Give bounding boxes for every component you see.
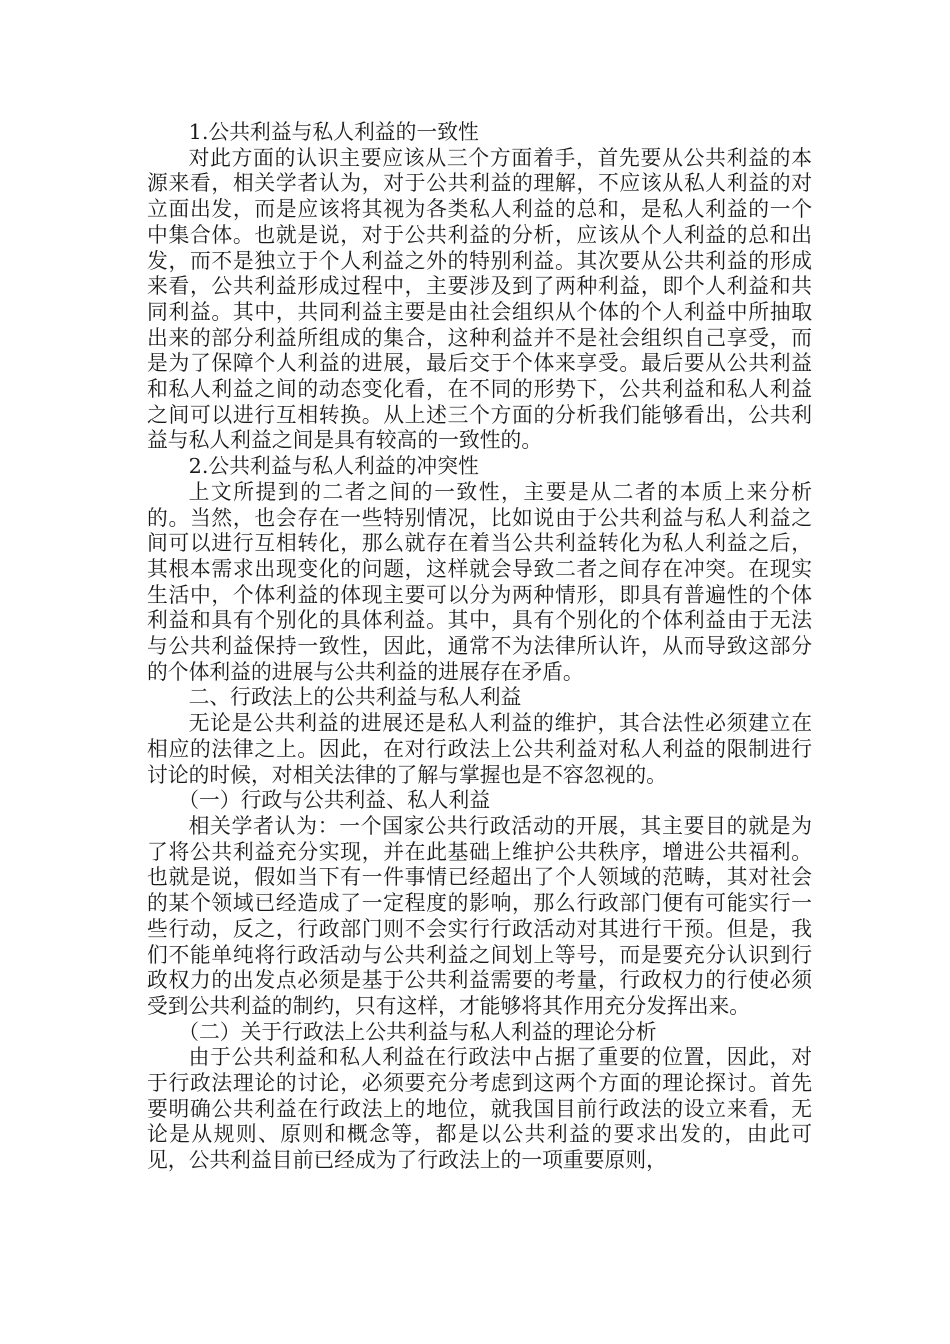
subsection-heading-theory: （二）关于行政法上公共利益与私人利益的理论分析 [178,1019,657,1044]
paragraph-theory: 由于公共利益和私人利益在行政法中占据了重要的位置，因此，对于行政法理论的讨论，必须要充分考虑到这两个方面的理论探讨。首先要明确公共利益在行政法上的地位，就我国目前行政法的设立来看，无论是从规则、原则和概念等，都是以公共利益的要求出发的，由此可见，公共利益目前已经成为了行政法上的一项重要原则， [147,1045,812,1173]
paragraph-conflict: 上文所提到的二者之间的一致性，主要是从二者的本质上来分析的。当然，也会存在一些特别情况，比如说由于公共利益与私人利益之间可以进行互相转化，那么就存在着当公共利益转化为私人利益之后，其根本需求出现变化的问题，这样就会导致二者之间存在冲突。在现实生活中，个体利益的体现主要可以分为两种情形，即具有普遍性的个体利益和具有个别化的具体利益。其中，具有个别化的个体利益由于无法与公共利益保持一致性，因此，通常不为法律所认许，从而导致这部分的个体利益的进展与公共利益的进展存在矛盾。 [147,479,812,684]
section-heading-conflict: 2.公共利益与私人利益的冲突性 [188,454,479,479]
document-body [147,120,812,1174]
paragraph-administration: 相关学者认为：一个国家公共行政活动的开展，其主要目的就是为了将公共利益充分实现，并在此基础上维护公共秩序，增进公共福利。也就是说，假如当下有一件事情已经超出了个人领域的范畴，其对社会的某个领域已经造成了一定程度的影响，那么行政部门便有可能实行一些行动，反之，行政部门则不会实行行政活动对其进行干预。但是，我们不能单纯将行政活动与公共利益之间划上等号，而是要充分认识到行政权力的出发点必须是基于公共利益需要的考量，行政权力的行使必须受到公共利益的制约，只有这样，才能够将其作用充分发挥出来。 [147,813,812,1018]
paragraph-legality: 无论是公共利益的进展还是私人利益的维护，其合法性必须建立在相应的法律之上。因此，在对行政法上公共利益对私人利益的限制进行讨论的时候，对相关法律的了解与掌握也是不容忽视的。 [147,711,812,787]
paragraph-consistency: 对此方面的认识主要应该从三个方面着手，首先要从公共利益的本源来看，相关学者认为，对于公共利益的理解，不应该从私人利益的对立面出发，而是应该将其视为各类私人利益的总和，是私人利益的一个中集合体。也就是说，对于公共利益的分析，应该从个人利益的总和出发，而不是独立于个人利益之外的特别利益。其次要从公共利益的形成来看，公共利益形成过程中，主要涉及到了两种利益，即个人利益和共同利益。其中，共同利益主要是由社会组织从个体的个人利益中所抽取出来的部分利益所组成的集合，这种利益并不是社会组织自己享受，而是为了保障个人利益的进展，最后交于个体来享受。最后要从公共利益和私人利益之间的动态变化看，在不同的形势下，公共利益和私人利益之间可以进行互相转换。从上述三个方面的分析我们能够看出，公共利益与私人利益之间是具有较高的一致性的。 [147,145,812,453]
subsection-heading-administration: （一）行政与公共利益、私人利益 [178,788,491,813]
section-heading-consistency: 1.公共利益与私人利益的一致性 [188,120,479,144]
chapter-heading-administrative-law: 二、行政法上的公共利益与私人利益 [188,685,522,710]
